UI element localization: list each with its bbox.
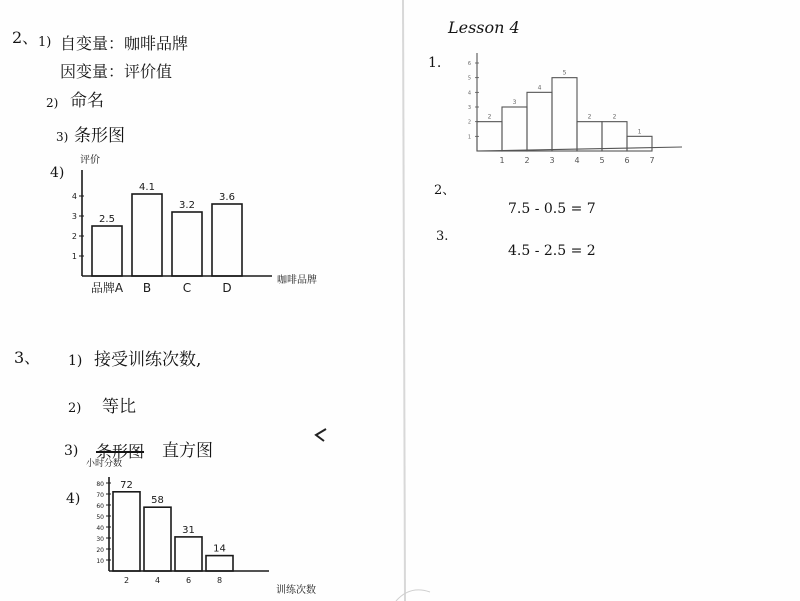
y-tick-label: 20 (96, 547, 104, 554)
y-tick-label: 70 (96, 492, 104, 499)
q2-item4-marker: 4) (50, 165, 65, 181)
category-label: 6 (624, 156, 630, 165)
stray-pen-mark (312, 426, 330, 444)
q3-item2-text: 等比 (102, 397, 136, 417)
q2-item2-marker: 2) (46, 96, 59, 110)
y-tick-label: 4 (71, 192, 77, 201)
y-tick-label: 40 (96, 525, 104, 532)
category-label: 1 (499, 156, 505, 165)
category-label: 3 (549, 156, 555, 165)
y-tick-label: 60 (96, 503, 104, 510)
bar-value-label: 4 (537, 84, 542, 92)
bar-value-label: 72 (120, 479, 133, 491)
bar-value-label: 3.6 (219, 192, 235, 203)
q3-chart-xlabel: 训练次数 (276, 585, 316, 596)
bar (502, 107, 527, 151)
bar (113, 492, 140, 571)
category-label: 5 (599, 156, 605, 165)
bar-value-label: 14 (213, 543, 226, 555)
bar (144, 507, 171, 571)
bar (175, 537, 202, 571)
bar-value-label: 4.1 (139, 182, 155, 193)
bar (477, 122, 502, 151)
q2-number: 2、 (12, 28, 39, 47)
q3-chart-ylabel: 小时分数 (86, 459, 123, 469)
bar (527, 92, 552, 151)
q2-chart-ylabel: 评价 (80, 155, 100, 166)
category-label: 4 (154, 576, 161, 585)
r-q2-equation: 7.5 - 0.5 = 7 (508, 201, 596, 217)
y-tick-label: 10 (96, 558, 104, 565)
y-tick-label: 4 (467, 90, 471, 97)
lesson-title: Lesson 4 (448, 18, 520, 37)
bar (92, 226, 122, 276)
q2-chart-xlabel: 咖啡品牌 (277, 275, 317, 286)
q3-item2-marker: 2) (68, 401, 82, 416)
bar-value-label: 1 (637, 128, 642, 136)
y-tick-label: 2 (71, 232, 77, 241)
category-label: 8 (216, 576, 223, 585)
y-tick-label: 80 (96, 481, 104, 488)
y-tick-label: 30 (96, 536, 104, 543)
bar-value-label: 31 (182, 524, 195, 536)
bar (552, 78, 577, 151)
r-q3-equation: 4.5 - 2.5 = 2 (508, 243, 596, 259)
bar-value-label: 2 (587, 113, 592, 121)
r-q2-number: 2、 (434, 183, 456, 198)
q2-item2-text: 命名 (70, 91, 104, 111)
y-tick-label: 50 (96, 514, 104, 521)
bar (172, 212, 202, 276)
y-tick-label: 6 (467, 61, 471, 67)
q3-item1-marker: 1) (68, 353, 83, 369)
bar (132, 194, 162, 276)
category-label: D (222, 281, 232, 295)
category-label: C (182, 281, 192, 295)
q2-bar-chart (60, 160, 280, 300)
bar-value-label: 2 (612, 113, 617, 121)
q3-number: 3、 (14, 348, 41, 367)
q2-item1-line1: 自变量：咖啡品牌 (60, 34, 189, 53)
category-label: 2 (524, 156, 530, 165)
bar (212, 204, 242, 276)
q3-item3-marker: 3) (64, 443, 79, 459)
q3-item4-marker: 4) (66, 491, 81, 507)
q3-item1-text: 接受训练次数, (94, 350, 202, 370)
bar-value-label: 2.5 (99, 214, 115, 225)
bar-value-label: 3.2 (179, 200, 195, 211)
category-label: 7 (649, 156, 655, 165)
q3-item3-text: 直方图 (162, 441, 213, 461)
category-label: 品牌A (90, 281, 124, 295)
r-q1-number: 1. (428, 55, 442, 71)
bar (206, 556, 233, 571)
bar-value-label: 2 (487, 113, 492, 121)
r-q3-number: 3. (436, 229, 449, 244)
y-tick-label: 3 (71, 212, 77, 221)
category-label: 4 (574, 156, 580, 165)
y-tick-label: 5 (467, 75, 471, 82)
y-tick-label: 1 (71, 252, 77, 261)
r-q1-bar-chart (455, 48, 685, 173)
q2-item3-marker: 3) (56, 130, 69, 144)
bar (577, 122, 602, 151)
bar (627, 136, 652, 151)
bar-value-label: 3 (512, 99, 517, 106)
y-tick-label: 1 (467, 134, 471, 141)
category-label: 2 (123, 576, 130, 585)
bar-value-label: 5 (562, 69, 567, 77)
x-axis (477, 147, 682, 151)
bar-value-label: 58 (151, 495, 164, 507)
q3-histogram (85, 468, 275, 601)
y-tick-label: 2 (467, 119, 471, 126)
category-label: 6 (185, 576, 192, 585)
y-tick-label: 3 (467, 105, 471, 111)
category-label: B (142, 281, 152, 295)
q2-item3-text: 条形图 (74, 126, 125, 146)
q2-item1-marker: 1) (38, 35, 52, 50)
q2-item1-line2: 因变量：评价值 (60, 62, 173, 81)
bar (602, 122, 627, 151)
q3-item3-crossed-text: 条形图 (96, 442, 145, 461)
